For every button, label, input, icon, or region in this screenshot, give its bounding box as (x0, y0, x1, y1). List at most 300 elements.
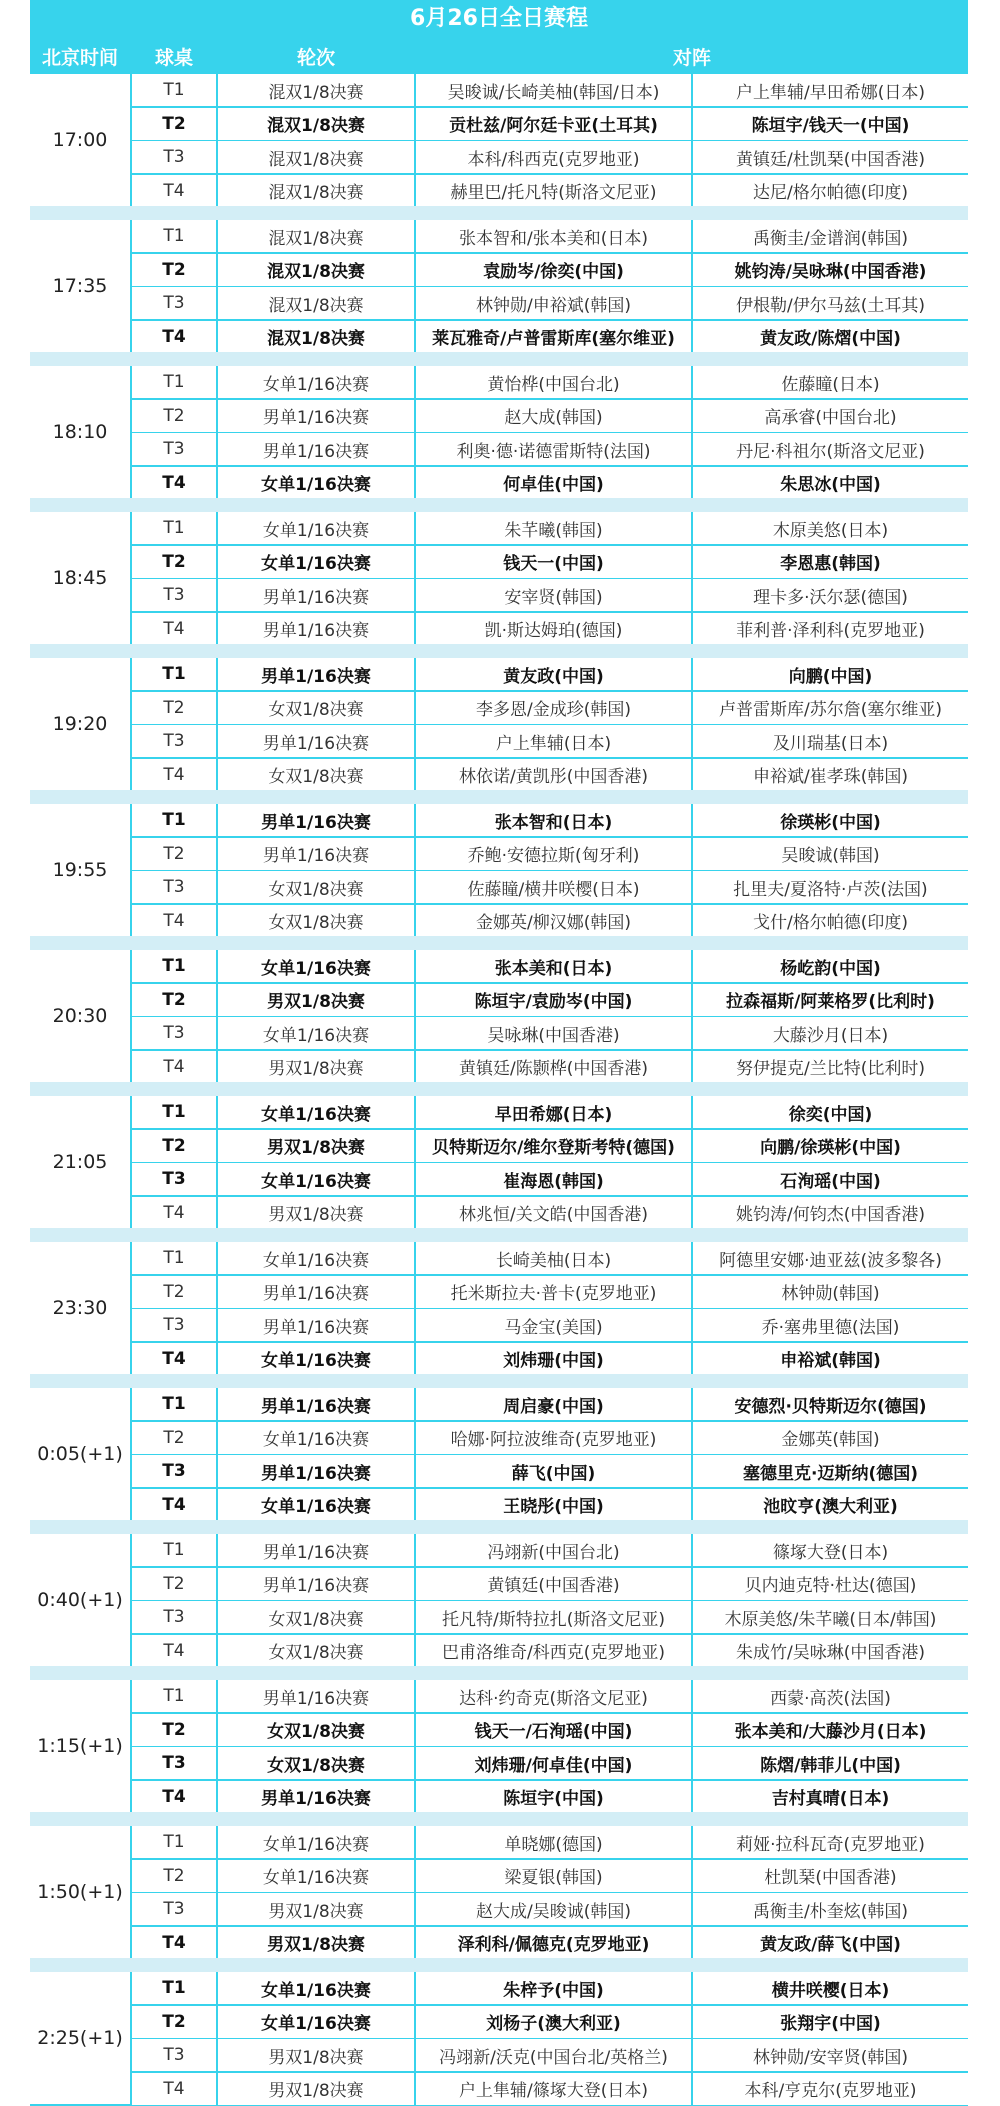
table-row (132, 546, 968, 578)
player-b: 徐瑛彬(中国) (693, 804, 968, 836)
player-b: 金娜英(韩国) (693, 1422, 968, 1454)
player-a: 梁夏银(韩国) (416, 1860, 691, 1892)
round-label: 女单1/16决赛 (218, 1163, 414, 1195)
block-separator (30, 1812, 968, 1826)
block-separator (30, 206, 968, 220)
time-block (30, 366, 968, 498)
player-b: 乔·塞弗里德(法国) (693, 1309, 968, 1341)
round-label: 女双1/8决赛 (218, 692, 414, 724)
match-rows (132, 658, 968, 790)
round-label: 男单1/16决赛 (218, 1276, 414, 1308)
player-b: 黄镇廷/杜凯琹(中国香港) (693, 141, 968, 173)
player-a: 陈垣宇(中国) (416, 1781, 691, 1813)
player-a: 贡杜兹/阿尔廷卡亚(土耳其) (416, 108, 691, 140)
table-number: T1 (132, 74, 216, 106)
player-a: 张本美和(日本) (416, 950, 691, 982)
round-label: 男双1/8决赛 (218, 2039, 414, 2071)
table-row (132, 1130, 968, 1162)
player-a: 张本智和/张本美和(日本) (416, 220, 691, 252)
player-a: 贝特斯迈尔/维尔登斯考特(德国) (416, 1130, 691, 1162)
time-block (30, 220, 968, 352)
player-a: 黄友政(中国) (416, 658, 691, 690)
table-row (132, 1422, 968, 1454)
round-label: 混双1/8决赛 (218, 175, 414, 207)
player-b: 向鹏/徐瑛彬(中国) (693, 1130, 968, 1162)
round-label: 混双1/8决赛 (218, 220, 414, 252)
player-b: 贝内迪克特·杜达(德国) (693, 1568, 968, 1600)
table-number: T3 (132, 141, 216, 173)
round-label: 男单1/16决赛 (218, 1388, 414, 1420)
table-number: T2 (132, 1568, 216, 1600)
player-a: 达科·约奇克(斯洛文尼亚) (416, 1680, 691, 1712)
round-label: 混双1/8决赛 (218, 254, 414, 286)
player-a: 吴晙诚/长崎美柚(韩国/日本) (416, 74, 691, 106)
table-row (132, 74, 968, 106)
match-rows (132, 1096, 968, 1228)
player-b: 张本美和/大藤沙月(日本) (693, 1714, 968, 1746)
player-b: 徐奕(中国) (693, 1096, 968, 1128)
time-block (30, 1534, 968, 1666)
round-label: 男双1/8决赛 (218, 1927, 414, 1959)
match-rows (132, 1534, 968, 1666)
player-b: 陈垣宇/钱天一(中国) (693, 108, 968, 140)
match-rows (132, 1972, 968, 2104)
player-b: 吴晙诚(韩国) (693, 838, 968, 870)
table-number: T2 (132, 546, 216, 578)
table-row (132, 433, 968, 465)
table-row (132, 220, 968, 252)
player-b: 禹衡圭/朴奎炫(韩国) (693, 1893, 968, 1925)
table-number: T1 (132, 220, 216, 252)
player-b: 莉娅·拉科瓦奇(克罗地亚) (693, 1826, 968, 1858)
table-number: T4 (132, 613, 216, 645)
player-b: 黄友政/薛飞(中国) (693, 1927, 968, 1959)
table-number: T3 (132, 1601, 216, 1633)
table-row (132, 1747, 968, 1779)
table-row (132, 905, 968, 937)
table-row (132, 1534, 968, 1566)
player-b: 拉森福斯/阿莱格罗(比利时) (693, 984, 968, 1016)
table-number: T2 (132, 984, 216, 1016)
round-label: 男双1/8决赛 (218, 1893, 414, 1925)
round-label: 女双1/8决赛 (218, 1635, 414, 1667)
table-number: T4 (132, 905, 216, 937)
player-a: 王晓彤(中国) (416, 1489, 691, 1521)
player-b: 申裕斌(韩国) (693, 1343, 968, 1375)
table-row (132, 759, 968, 791)
table-number: T4 (132, 1197, 216, 1229)
round-label: 女双1/8决赛 (218, 1714, 414, 1746)
round-label: 女单1/16决赛 (218, 1096, 414, 1128)
round-label: 男单1/16决赛 (218, 1568, 414, 1600)
player-b: 林钟勋/安宰贤(韩国) (693, 2039, 968, 2071)
player-a: 周启豪(中国) (416, 1388, 691, 1420)
player-b: 达尼/格尔帕德(印度) (693, 175, 968, 207)
page-title: 6月26日全日赛程 (410, 6, 588, 31)
table-row (132, 1455, 968, 1487)
table-number: T2 (132, 838, 216, 870)
time-block (30, 74, 968, 206)
time-block (30, 1388, 968, 1520)
table-number: T2 (132, 400, 216, 432)
player-a: 安宰贤(韩国) (416, 579, 691, 611)
player-a: 袁励岑/徐奕(中国) (416, 254, 691, 286)
round-label: 女双1/8决赛 (218, 1601, 414, 1633)
time-slot: 2:25(+1) (30, 1972, 130, 2104)
round-label: 女单1/16决赛 (218, 1972, 414, 2004)
match-rows (132, 950, 968, 1082)
player-b: 木原美悠/朱芊曦(日本/韩国) (693, 1601, 968, 1633)
round-label: 男单1/16决赛 (218, 658, 414, 690)
table-row (132, 1309, 968, 1341)
player-a: 李多恩/金成珍(韩国) (416, 692, 691, 724)
player-b: 黄友政/陈熠(中国) (693, 321, 968, 353)
player-b: 李恩惠(韩国) (693, 546, 968, 578)
table-number: T1 (132, 658, 216, 690)
player-b: 大藤沙月(日本) (693, 1017, 968, 1049)
block-separator (30, 644, 968, 658)
table-row (132, 1242, 968, 1274)
player-b: 菲利普·泽利科(克罗地亚) (693, 613, 968, 645)
table-number: T3 (132, 433, 216, 465)
round-label: 男单1/16决赛 (218, 1680, 414, 1712)
round-label: 男单1/16决赛 (218, 613, 414, 645)
time-block (30, 950, 968, 1082)
round-label: 女单1/16决赛 (218, 1242, 414, 1274)
player-b: 西蒙·高茨(法国) (693, 1680, 968, 1712)
time-slot: 18:10 (30, 366, 130, 498)
block-separator (30, 1374, 968, 1388)
table-row (132, 1601, 968, 1633)
table-number: T1 (132, 1972, 216, 2004)
player-b: 丹尼·科祖尔(斯洛文尼亚) (693, 433, 968, 465)
table-number: T2 (132, 692, 216, 724)
table-number: T3 (132, 1017, 216, 1049)
table-row (132, 1343, 968, 1375)
match-rows (132, 74, 968, 206)
player-a: 巴甫洛维奇/科西克(克罗地亚) (416, 1635, 691, 1667)
table-number: T1 (132, 1826, 216, 1858)
time-slot: 17:00 (30, 74, 130, 206)
player-b: 陈熠/韩菲儿(中国) (693, 1747, 968, 1779)
table-row (132, 2039, 968, 2071)
round-label: 男双1/8决赛 (218, 984, 414, 1016)
player-a: 金娜英/柳汉娜(韩国) (416, 905, 691, 937)
player-b: 扎里夫/夏洛特·卢茨(法国) (693, 871, 968, 903)
round-label: 女单1/16决赛 (218, 1017, 414, 1049)
round-label: 男单1/16决赛 (218, 838, 414, 870)
player-a: 刘炜珊/何卓佳(中国) (416, 1747, 691, 1779)
table-row (132, 1568, 968, 1600)
table-row (132, 1826, 968, 1858)
table-number: T2 (132, 1130, 216, 1162)
header-matchup: 对阵 (416, 38, 968, 74)
match-rows (132, 366, 968, 498)
round-label: 男单1/16决赛 (218, 1781, 414, 1813)
table-row (132, 950, 968, 982)
player-a: 早田希娜(日本) (416, 1096, 691, 1128)
table-row (132, 1893, 968, 1925)
time-block (30, 1826, 968, 1958)
player-b: 姚钧涛/吴咏琳(中国香港) (693, 254, 968, 286)
header-time: 北京时间 (30, 38, 130, 74)
player-a: 林依诺/黄凯彤(中国香港) (416, 759, 691, 791)
table-number: T1 (132, 1096, 216, 1128)
player-b: 禹衡圭/金谱润(韩国) (693, 220, 968, 252)
table-row (132, 613, 968, 645)
table-header (30, 38, 968, 74)
table-number: T4 (132, 1051, 216, 1083)
player-a: 林钟勋/申裕斌(韩国) (416, 287, 691, 319)
schedule-table (30, 0, 968, 2106)
table-number: T2 (132, 254, 216, 286)
match-rows (132, 804, 968, 936)
player-b: 池旼亨(澳大利亚) (693, 1489, 968, 1521)
table-row (132, 984, 968, 1016)
table-row (132, 467, 968, 499)
player-b: 卢普雷斯库/苏尔詹(塞尔维亚) (693, 692, 968, 724)
player-b: 申裕斌/崔孝珠(韩国) (693, 759, 968, 791)
player-a: 乔鲍·安德拉斯(匈牙利) (416, 838, 691, 870)
player-a: 黄镇廷/陈颢桦(中国香港) (416, 1051, 691, 1083)
table-row (132, 1714, 968, 1746)
player-b: 伊根勒/伊尔马兹(土耳其) (693, 287, 968, 319)
player-b: 佐藤瞳(日本) (693, 366, 968, 398)
time-block (30, 1096, 968, 1228)
round-label: 女单1/16决赛 (218, 950, 414, 982)
table-number: T2 (132, 2006, 216, 2038)
player-a: 莱瓦雅奇/卢普雷斯库(塞尔维亚) (416, 321, 691, 353)
round-label: 女单1/16决赛 (218, 1489, 414, 1521)
player-a: 哈娜·阿拉波维奇(克罗地亚) (416, 1422, 691, 1454)
round-label: 男双1/8决赛 (218, 2073, 414, 2105)
round-label: 男单1/16决赛 (218, 725, 414, 757)
player-a: 利奥·德·诺德雷斯特(法国) (416, 433, 691, 465)
table-row (132, 871, 968, 903)
match-rows (132, 220, 968, 352)
time-slot: 0:05(+1) (30, 1388, 130, 1520)
round-label: 男单1/16决赛 (218, 1309, 414, 1341)
match-rows (132, 1826, 968, 1958)
table-row (132, 1927, 968, 1959)
table-row (132, 1197, 968, 1229)
round-label: 女单1/16决赛 (218, 1860, 414, 1892)
table-number: T3 (132, 725, 216, 757)
table-row (132, 175, 968, 207)
table-row (132, 1388, 968, 1420)
match-rows (132, 1680, 968, 1812)
table-row (132, 1680, 968, 1712)
player-b: 努伊提克/兰比特(比利时) (693, 1051, 968, 1083)
round-label: 男双1/8决赛 (218, 1197, 414, 1229)
player-b: 高承睿(中国台北) (693, 400, 968, 432)
player-b: 杜凯琹(中国香港) (693, 1860, 968, 1892)
table-row (132, 512, 968, 544)
block-separator (30, 790, 968, 804)
round-label: 女单1/16决赛 (218, 1422, 414, 1454)
table-number: T2 (132, 1276, 216, 1308)
block-separator (30, 1228, 968, 1242)
match-rows (132, 512, 968, 644)
block-separator (30, 352, 968, 366)
player-a: 本科/科西克(克罗地亚) (416, 141, 691, 173)
player-a: 冯翊新(中国台北) (416, 1534, 691, 1566)
table-row (132, 1635, 968, 1667)
player-b: 横井咲樱(日本) (693, 1972, 968, 2004)
player-b: 安德烈·贝特斯迈尔(德国) (693, 1388, 968, 1420)
table-row (132, 1489, 968, 1521)
round-label: 男单1/16决赛 (218, 433, 414, 465)
player-b: 本科/亨克尔(克罗地亚) (693, 2073, 968, 2105)
table-row (132, 400, 968, 432)
block-separator (30, 498, 968, 512)
player-b: 塞德里克·迈斯纳(德国) (693, 1455, 968, 1487)
player-a: 户上隼辅(日本) (416, 725, 691, 757)
table-number: T3 (132, 1747, 216, 1779)
table-row (132, 658, 968, 690)
round-label: 混双1/8决赛 (218, 74, 414, 106)
table-number: T3 (132, 579, 216, 611)
player-a: 崔海恩(韩国) (416, 1163, 691, 1195)
round-label: 男单1/16决赛 (218, 804, 414, 836)
table-number: T1 (132, 1534, 216, 1566)
player-a: 黄怡桦(中国台北) (416, 366, 691, 398)
time-block (30, 658, 968, 790)
player-a: 户上隼辅/篠塚大登(日本) (416, 2073, 691, 2105)
round-label: 女单1/16决赛 (218, 467, 414, 499)
table-number: T1 (132, 950, 216, 982)
table-number: T1 (132, 366, 216, 398)
round-label: 女单1/16决赛 (218, 1826, 414, 1858)
table-number: T4 (132, 759, 216, 791)
time-block (30, 1242, 968, 1374)
table-row (132, 321, 968, 353)
table-row (132, 108, 968, 140)
player-a: 朱芊曦(韩国) (416, 512, 691, 544)
block-separator (30, 1666, 968, 1680)
table-row (132, 1017, 968, 1049)
time-slot: 20:30 (30, 950, 130, 1082)
round-label: 女双1/8决赛 (218, 905, 414, 937)
table-row (132, 254, 968, 286)
round-label: 混双1/8决赛 (218, 108, 414, 140)
player-a: 陈垣宇/袁励岑(中国) (416, 984, 691, 1016)
table-number: T3 (132, 287, 216, 319)
player-b: 林钟勋(韩国) (693, 1276, 968, 1308)
table-number: T3 (132, 1893, 216, 1925)
table-number: T1 (132, 1680, 216, 1712)
table-number: T1 (132, 804, 216, 836)
round-label: 男单1/16决赛 (218, 1534, 414, 1566)
table-number: T2 (132, 1422, 216, 1454)
round-label: 混双1/8决赛 (218, 321, 414, 353)
table-number: T4 (132, 1489, 216, 1521)
table-number: T3 (132, 1163, 216, 1195)
round-label: 女单1/16决赛 (218, 546, 414, 578)
time-slot: 17:35 (30, 220, 130, 352)
round-label: 女单1/16决赛 (218, 2006, 414, 2038)
player-a: 佐藤瞳/横井咲樱(日本) (416, 871, 691, 903)
table-number: T2 (132, 108, 216, 140)
table-row (132, 2006, 968, 2038)
player-b: 理卡多·沃尔瑟(德国) (693, 579, 968, 611)
player-a: 黄镇廷(中国香港) (416, 1568, 691, 1600)
table-number: T4 (132, 321, 216, 353)
table-row (132, 1972, 968, 2004)
table-row (132, 579, 968, 611)
time-block (30, 1680, 968, 1812)
player-b: 及川瑞基(日本) (693, 725, 968, 757)
table-row (132, 1860, 968, 1892)
time-slot: 23:30 (30, 1242, 130, 1374)
player-a: 钱天一(中国) (416, 546, 691, 578)
time-slot: 21:05 (30, 1096, 130, 1228)
table-row (132, 1051, 968, 1083)
table-number: T1 (132, 1388, 216, 1420)
player-b: 篠塚大登(日本) (693, 1534, 968, 1566)
block-separator (30, 1520, 968, 1534)
round-label: 女单1/16决赛 (218, 512, 414, 544)
table-number: T3 (132, 1455, 216, 1487)
match-rows (132, 1388, 968, 1520)
match-rows (132, 1242, 968, 1374)
round-label: 男双1/8决赛 (218, 1130, 414, 1162)
player-b: 戈什/格尔帕德(印度) (693, 905, 968, 937)
player-b: 朱思冰(中国) (693, 467, 968, 499)
table-row (132, 1276, 968, 1308)
round-label: 混双1/8决赛 (218, 287, 414, 319)
player-b: 阿德里安娜·迪亚兹(波多黎各) (693, 1242, 968, 1274)
time-slot: 19:20 (30, 658, 130, 790)
player-a: 托凡特/斯特拉扎(斯洛文尼亚) (416, 1601, 691, 1633)
round-label: 女双1/8决赛 (218, 871, 414, 903)
table-row (132, 1163, 968, 1195)
header-round: 轮次 (218, 38, 414, 74)
time-block (30, 804, 968, 936)
round-label: 男单1/16决赛 (218, 1455, 414, 1487)
player-a: 钱天一/石洵瑶(中国) (416, 1714, 691, 1746)
player-a: 刘杨子(澳大利亚) (416, 2006, 691, 2038)
player-b: 张翔宇(中国) (693, 2006, 968, 2038)
table-row (132, 692, 968, 724)
player-a: 薛飞(中国) (416, 1455, 691, 1487)
table-number: T3 (132, 871, 216, 903)
player-a: 马金宝(美国) (416, 1309, 691, 1341)
player-a: 凯·斯达姆珀(德国) (416, 613, 691, 645)
player-a: 泽利科/佩德克(克罗地亚) (416, 1927, 691, 1959)
table-number: T4 (132, 1343, 216, 1375)
player-a: 冯翊新/沃克(中国台北/英格兰) (416, 2039, 691, 2071)
round-label: 男双1/8决赛 (218, 1051, 414, 1083)
table-number: T1 (132, 1242, 216, 1274)
round-label: 男单1/16决赛 (218, 400, 414, 432)
table-row (132, 287, 968, 319)
player-a: 单晓娜(德国) (416, 1826, 691, 1858)
table-number: T4 (132, 2073, 216, 2105)
player-a: 赫里巴/托凡特(斯洛文尼亚) (416, 175, 691, 207)
round-label: 男单1/16决赛 (218, 579, 414, 611)
time-block (30, 1972, 968, 2104)
table-row (132, 804, 968, 836)
player-b: 朱成竹/吴咏琳(中国香港) (693, 1635, 968, 1667)
table-number: T4 (132, 1635, 216, 1667)
player-a: 张本智和(日本) (416, 804, 691, 836)
header-table: 球桌 (132, 38, 216, 74)
player-a: 朱梓予(中国) (416, 1972, 691, 2004)
player-a: 赵大成/吴晙诚(韩国) (416, 1893, 691, 1925)
player-a: 长崎美柚(日本) (416, 1242, 691, 1274)
table-number: T2 (132, 1714, 216, 1746)
